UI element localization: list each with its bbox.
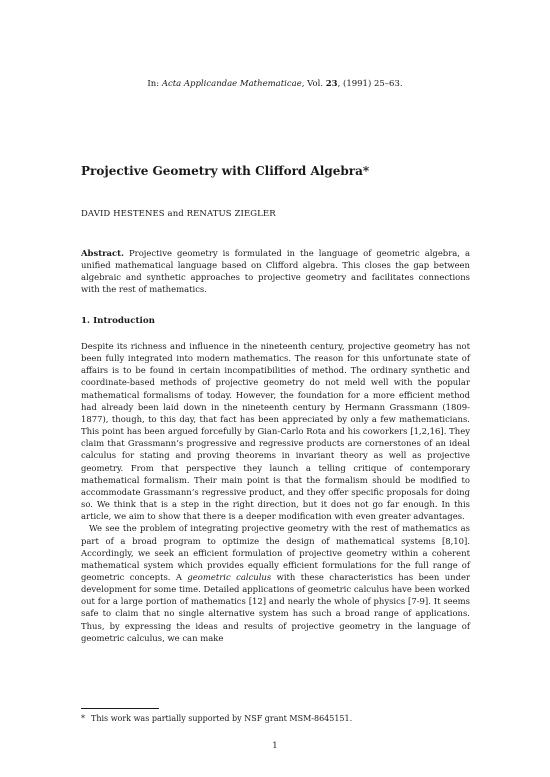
paragraph-1: Despite its richness and influence in the nineteenth century, projective geometry has not been fully integrated into modern mathematics. The reason for this unfortunate state of affairs is to be found in certain incompatibilities of method. The ordinary synthetic and coordinate-based methods of projective geometry do not meld well with the popular mathematical formalisms of today. However, the foundation for a more efficient method had already been laid down in the nineteenth century by Hermann Grassmann (1809-1877), though, to this day, that fact has been appreciated by only a few mathematicians. This point has been argued forcefully by Gian-Carlo Rota and his coworkers [1,2,16]. They claim that Grassmann’s progressive and regressive products are cornerstones of an ideal calculus for stating and proving theorems in invariant theory as well as projective geometry. From that perspective they launch a telling critique of contemporary mathematical formalism. Their main point is that the formalism should be modified to accommodate Grassmann’s regressive product, and they offer specific proposals for doing so. We think that is a step in the right direction, but it does not go far enough. In this article, we aim to show that there is a deeper modification with even greater advantages. (81, 341, 470, 522)
page-number: 1 (272, 741, 278, 751)
volume-number: 23 (325, 79, 338, 89)
paragraph-2-text-b: with these characteristics has been under development for some time. Detailed applications of geometric calculus have been worked out for a large portion of mathematics [12] and nearly the whole of physics [7-9]. It seems safe to claim that no single alternative system has such a broad range of applications. Thus, by expressing the ideas and results of projective geometry in the language of geometric calculus, we can make (81, 571, 471, 643)
footnote-text: This work was partially supported by NSF grant MSM-8645151. (91, 714, 353, 723)
term-geometric-calculus: geometric calculus (187, 571, 272, 582)
paragraph-2 (81, 522, 470, 644)
journal-name: Acta Applicandae Mathematicae (161, 79, 302, 89)
paper-title: Projective Geometry with Clifford Algebra* (81, 164, 370, 178)
abstract (81, 247, 470, 296)
citation-prefix: In: (147, 79, 160, 89)
abstract-label: Abstract. (81, 248, 124, 258)
abstract-text: Projective geometry is formulated in the language of geometric algebra, a unified mathematical language based on Clifford algebra. This closes the gap between algebraic and synthetic approaches to projective geometry and facilitates connections with the rest of mathematics. (81, 248, 470, 295)
footnote-mark: * (81, 714, 85, 723)
section-heading-introduction: 1. Introduction (81, 316, 155, 326)
author-list: DAVID HESTENES and RENATUS ZIEGLER (81, 209, 276, 219)
volume-label: , Vol. (301, 79, 324, 89)
introduction-body (81, 340, 470, 644)
paragraph-2-text-a: We see the problem of integrating projective geometry with the rest of mathematics as part of a broad program to optimize the design of mathematical systems [8,10]. Accordingly, we seek an efficient formulation of projective geometry within a coherent mathematical system which provides equally efficient formulations for the full range of geometric concepts. A (81, 523, 470, 582)
footnote-rule (81, 708, 159, 709)
footnote (81, 713, 470, 724)
citation-details: , (1991) 25–63. (337, 79, 403, 89)
journal-citation (0, 79, 550, 90)
